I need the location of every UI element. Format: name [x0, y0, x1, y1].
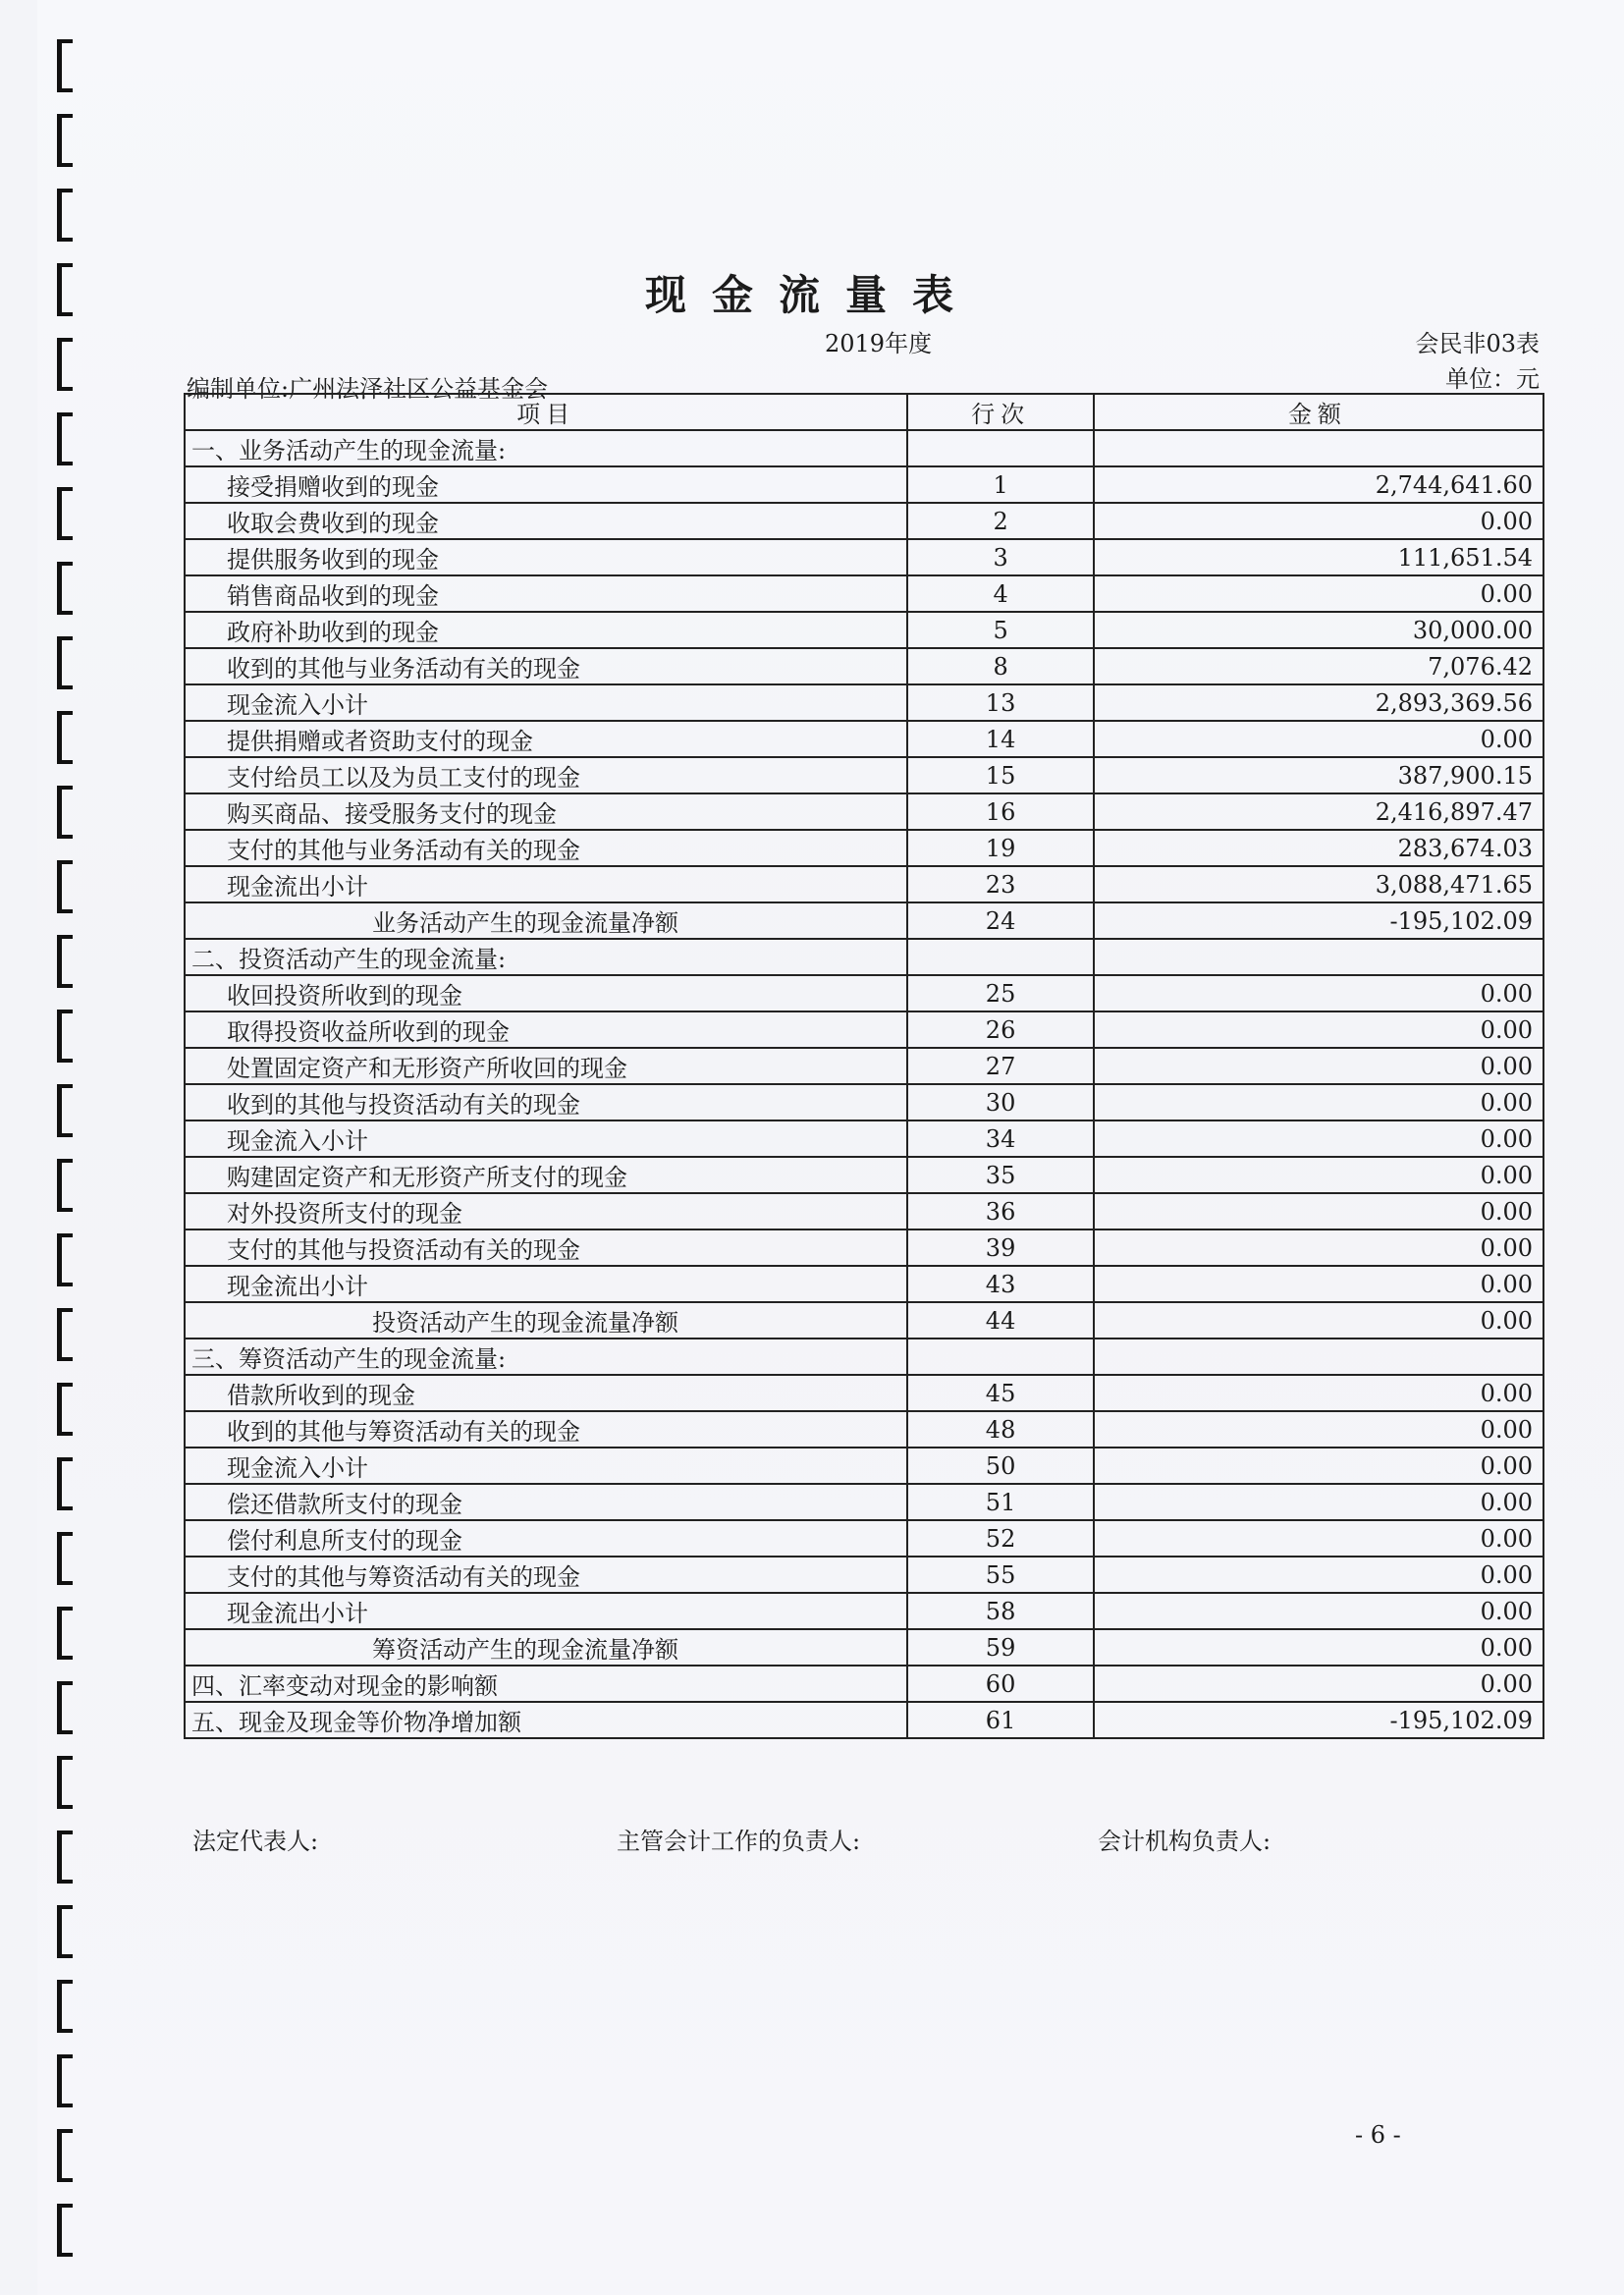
- binding-ring: [57, 1905, 73, 1958]
- table-row: [185, 1266, 1543, 1302]
- row-line-number: 58: [907, 1593, 1094, 1629]
- row-label: 对外投资所支付的现金: [185, 1193, 907, 1229]
- row-label: 接受捐赠收到的现金: [185, 466, 907, 503]
- table-row: [185, 939, 1543, 975]
- binding-ring: [57, 1159, 73, 1212]
- row-line-number: 16: [907, 793, 1094, 830]
- report-year: 2019年度: [825, 330, 933, 357]
- table-row: [185, 1593, 1543, 1629]
- row-line-number: 3: [907, 539, 1094, 575]
- row-amount: 0.00: [1094, 975, 1543, 1011]
- table-row: [185, 1375, 1543, 1411]
- row-amount: 0.00: [1094, 1302, 1543, 1339]
- header-line: 行次: [907, 394, 1094, 430]
- binding-ring: [57, 935, 73, 988]
- row-line-number: 36: [907, 1193, 1094, 1229]
- row-line-number: 5: [907, 612, 1094, 648]
- row-amount: 0.00: [1094, 1157, 1543, 1193]
- table-row: [185, 1629, 1543, 1666]
- row-amount: 3,088,471.65: [1094, 866, 1543, 902]
- binding-ring: [57, 1607, 73, 1660]
- row-amount: 0.00: [1094, 1120, 1543, 1157]
- table-row: [185, 1520, 1543, 1557]
- row-line-number: 25: [907, 975, 1094, 1011]
- row-label: 收到的其他与投资活动有关的现金: [185, 1084, 907, 1120]
- row-amount: [1094, 430, 1543, 466]
- row-amount: 0.00: [1094, 1557, 1543, 1593]
- row-label: 收回投资所收到的现金: [185, 975, 907, 1011]
- table-row: [185, 466, 1543, 503]
- row-line-number: 55: [907, 1557, 1094, 1593]
- table-row: [185, 1011, 1543, 1048]
- table-row: [185, 1484, 1543, 1520]
- row-line-number: 39: [907, 1229, 1094, 1266]
- row-line-number: 45: [907, 1375, 1094, 1411]
- row-amount: -195,102.09: [1094, 902, 1543, 939]
- row-label: 一、业务活动产生的现金流量:: [185, 430, 907, 466]
- table-row: [185, 612, 1543, 648]
- row-line-number: 8: [907, 648, 1094, 684]
- row-line-number: 19: [907, 830, 1094, 866]
- row-line-number: 27: [907, 1048, 1094, 1084]
- row-line-number: 50: [907, 1448, 1094, 1484]
- row-line-number: 34: [907, 1120, 1094, 1157]
- row-label: 现金流入小计: [185, 1448, 907, 1484]
- header-item: 项目: [185, 394, 907, 430]
- table-row: [185, 648, 1543, 684]
- legal-representative-label: 法定代表人:: [192, 1828, 319, 1855]
- cash-flow-table: [184, 393, 1544, 1739]
- table-row: [185, 684, 1543, 721]
- table-row: [185, 1157, 1543, 1193]
- binding-ring: [57, 1532, 73, 1585]
- row-amount: 2,893,369.56: [1094, 684, 1543, 721]
- row-label: 现金流出小计: [185, 1593, 907, 1629]
- binding-ring: [57, 2204, 73, 2257]
- row-line-number: 13: [907, 684, 1094, 721]
- binding-ring: [57, 2054, 73, 2107]
- row-amount: 2,416,897.47: [1094, 793, 1543, 830]
- table-row: [185, 1302, 1543, 1339]
- row-label: 政府补助收到的现金: [185, 612, 907, 648]
- row-amount: 0.00: [1094, 1520, 1543, 1557]
- row-amount: 0.00: [1094, 1629, 1543, 1666]
- row-amount: 7,076.42: [1094, 648, 1543, 684]
- row-line-number: 1: [907, 466, 1094, 503]
- row-amount: 0.00: [1094, 503, 1543, 539]
- binding-ring: [57, 1831, 73, 1884]
- row-line-number: 24: [907, 902, 1094, 939]
- row-amount: 0.00: [1094, 721, 1543, 757]
- table-header-row: [185, 394, 1543, 430]
- row-amount: 0.00: [1094, 575, 1543, 612]
- row-amount: 0.00: [1094, 1411, 1543, 1448]
- row-label: 收到的其他与业务活动有关的现金: [185, 648, 907, 684]
- row-label: 支付的其他与投资活动有关的现金: [185, 1229, 907, 1266]
- row-line-number: 35: [907, 1157, 1094, 1193]
- row-line-number: 44: [907, 1302, 1094, 1339]
- binding-ring: [57, 39, 73, 92]
- header-amount: 金额: [1094, 394, 1543, 430]
- table-row: [185, 539, 1543, 575]
- row-label: 业务活动产生的现金流量净额: [185, 902, 907, 939]
- row-amount: 387,900.15: [1094, 757, 1543, 793]
- row-label: 取得投资收益所收到的现金: [185, 1011, 907, 1048]
- binding-ring: [57, 114, 73, 167]
- row-label: 购建固定资产和无形资产所支付的现金: [185, 1157, 907, 1193]
- row-label: 五、现金及现金等价物净增加额: [185, 1702, 907, 1738]
- row-line-number: 2: [907, 503, 1094, 539]
- table-row: [185, 1229, 1543, 1266]
- table-row: [185, 1339, 1543, 1375]
- table-row: [185, 1193, 1543, 1229]
- binding-ring: [57, 338, 73, 391]
- binding-ring: [57, 636, 73, 689]
- table-row: [185, 1048, 1543, 1084]
- row-label: 提供捐赠或者资助支付的现金: [185, 721, 907, 757]
- row-line-number: 43: [907, 1266, 1094, 1302]
- row-line-number: [907, 1339, 1094, 1375]
- spiral-binding: [39, 39, 98, 2278]
- binding-ring: [57, 1980, 73, 2033]
- row-amount: 0.00: [1094, 1375, 1543, 1411]
- table-row: [185, 902, 1543, 939]
- binding-ring: [57, 2129, 73, 2182]
- table-row: [185, 1702, 1543, 1738]
- row-amount: 283,674.03: [1094, 830, 1543, 866]
- table-row: [185, 1411, 1543, 1448]
- binding-ring: [57, 711, 73, 764]
- binding-ring: [57, 487, 73, 540]
- row-line-number: 15: [907, 757, 1094, 793]
- table-row: [185, 757, 1543, 793]
- row-label: 二、投资活动产生的现金流量:: [185, 939, 907, 975]
- row-label: 处置固定资产和无形资产所收回的现金: [185, 1048, 907, 1084]
- binding-ring: [57, 1383, 73, 1436]
- row-label: 支付的其他与业务活动有关的现金: [185, 830, 907, 866]
- row-amount: 0.00: [1094, 1266, 1543, 1302]
- row-label: 筹资活动产生的现金流量净额: [185, 1629, 907, 1666]
- row-label: 销售商品收到的现金: [185, 575, 907, 612]
- page-title: 现金流量表: [644, 271, 979, 319]
- binding-ring: [57, 860, 73, 913]
- row-line-number: 26: [907, 1011, 1094, 1048]
- row-label: 借款所收到的现金: [185, 1375, 907, 1411]
- row-label: 购买商品、接受服务支付的现金: [185, 793, 907, 830]
- row-amount: -195,102.09: [1094, 1702, 1543, 1738]
- row-line-number: [907, 939, 1094, 975]
- binding-ring: [57, 1084, 73, 1137]
- row-line-number: 23: [907, 866, 1094, 902]
- row-label: 偿付利息所支付的现金: [185, 1520, 907, 1557]
- accounting-dept-head-label: 会计机构负责人:: [1098, 1828, 1272, 1855]
- binding-ring: [57, 1756, 73, 1809]
- table-row: [185, 830, 1543, 866]
- form-number: 会民非03表: [1415, 330, 1540, 357]
- row-line-number: 51: [907, 1484, 1094, 1520]
- table-row: [185, 430, 1543, 466]
- binding-ring: [57, 1681, 73, 1734]
- row-line-number: 4: [907, 575, 1094, 612]
- row-line-number: 14: [907, 721, 1094, 757]
- row-amount: 111,651.54: [1094, 539, 1543, 575]
- row-label: 收取会费收到的现金: [185, 503, 907, 539]
- binding-ring: [57, 412, 73, 465]
- table-row: [185, 503, 1543, 539]
- row-line-number: 59: [907, 1629, 1094, 1666]
- organization-name: 编制单位:广州法泽社区公益基金会: [187, 375, 549, 403]
- binding-ring: [57, 1010, 73, 1063]
- row-label: 偿还借款所支付的现金: [185, 1484, 907, 1520]
- row-label: 收到的其他与筹资活动有关的现金: [185, 1411, 907, 1448]
- binding-ring: [57, 1308, 73, 1361]
- row-amount: 30,000.00: [1094, 612, 1543, 648]
- table-row: [185, 1666, 1543, 1702]
- accounting-head-label: 主管会计工作的负责人:: [617, 1828, 861, 1855]
- row-line-number: 52: [907, 1520, 1094, 1557]
- binding-ring: [57, 562, 73, 615]
- row-label: 支付给员工以及为员工支付的现金: [185, 757, 907, 793]
- table-row: [185, 866, 1543, 902]
- row-label: 提供服务收到的现金: [185, 539, 907, 575]
- table-row: [185, 1448, 1543, 1484]
- table-row: [185, 721, 1543, 757]
- table-row: [185, 1120, 1543, 1157]
- binding-ring: [57, 786, 73, 839]
- row-label: 现金流出小计: [185, 1266, 907, 1302]
- row-label: 投资活动产生的现金流量净额: [185, 1302, 907, 1339]
- table-row: [185, 975, 1543, 1011]
- row-amount: 2,744,641.60: [1094, 466, 1543, 503]
- row-label: 现金流入小计: [185, 1120, 907, 1157]
- binding-ring: [57, 189, 73, 242]
- row-amount: 0.00: [1094, 1448, 1543, 1484]
- page-number: - 6 -: [1355, 2121, 1401, 2149]
- row-amount: 0.00: [1094, 1193, 1543, 1229]
- table-row: [185, 575, 1543, 612]
- row-line-number: [907, 430, 1094, 466]
- row-amount: 0.00: [1094, 1084, 1543, 1120]
- row-amount: 0.00: [1094, 1011, 1543, 1048]
- binding-ring: [57, 1457, 73, 1510]
- row-amount: 0.00: [1094, 1048, 1543, 1084]
- row-amount: [1094, 1339, 1543, 1375]
- row-label: 四、汇率变动对现金的影响额: [185, 1666, 907, 1702]
- row-line-number: 48: [907, 1411, 1094, 1448]
- row-amount: 0.00: [1094, 1666, 1543, 1702]
- row-line-number: 30: [907, 1084, 1094, 1120]
- binding-ring: [57, 1233, 73, 1286]
- row-amount: 0.00: [1094, 1593, 1543, 1629]
- row-label: 现金流入小计: [185, 684, 907, 721]
- row-amount: 0.00: [1094, 1484, 1543, 1520]
- table-row: [185, 1557, 1543, 1593]
- row-label: 现金流出小计: [185, 866, 907, 902]
- row-label: 三、筹资活动产生的现金流量:: [185, 1339, 907, 1375]
- table-row: [185, 793, 1543, 830]
- row-line-number: 60: [907, 1666, 1094, 1702]
- row-line-number: 61: [907, 1702, 1094, 1738]
- row-label: 支付的其他与筹资活动有关的现金: [185, 1557, 907, 1593]
- table-row: [185, 1084, 1543, 1120]
- row-amount: 0.00: [1094, 1229, 1543, 1266]
- currency-unit: 单位：元: [1445, 365, 1540, 393]
- row-amount: [1094, 939, 1543, 975]
